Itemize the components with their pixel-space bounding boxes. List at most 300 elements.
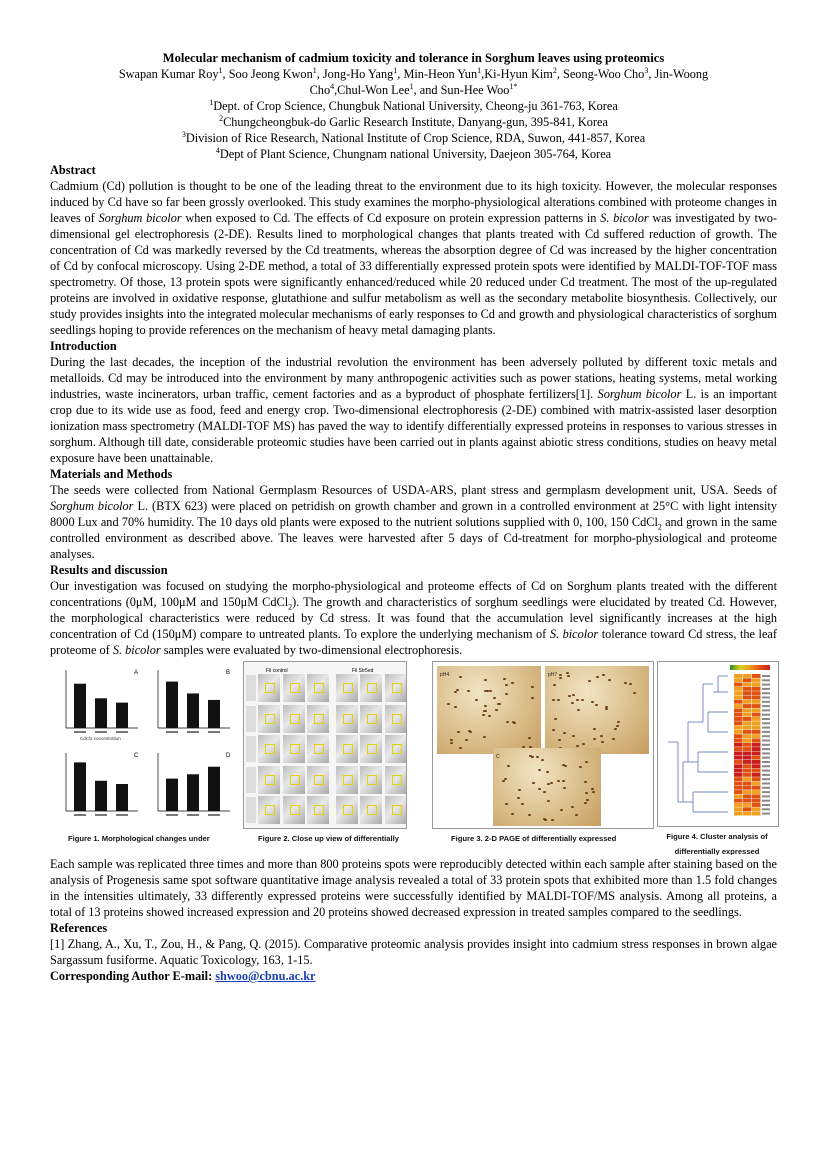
figure-1-caption: Figure 1. Morphological changes under bbox=[68, 834, 210, 843]
heatmap-cell bbox=[734, 807, 743, 811]
protein-spot bbox=[576, 745, 579, 747]
heatmap-cell bbox=[743, 739, 752, 743]
spot-highlight-box bbox=[314, 744, 324, 754]
protein-spot bbox=[528, 814, 531, 816]
spot-highlight-box bbox=[392, 805, 402, 815]
gel-panel-label: pH4 bbox=[440, 672, 450, 678]
heatmap-cell bbox=[752, 713, 761, 717]
protein-spot bbox=[521, 803, 524, 805]
protein-spot bbox=[511, 682, 514, 684]
heatmap-cell bbox=[752, 739, 761, 743]
spot-highlight-box bbox=[343, 744, 353, 754]
author-lee: ,Chul-Won Lee bbox=[334, 83, 410, 97]
protein-spot bbox=[575, 814, 578, 816]
figure-4-heatmap-dendrogram bbox=[657, 661, 779, 827]
heatmap-row-label bbox=[762, 783, 770, 785]
heatmap-cell bbox=[734, 691, 743, 695]
spot-highlight-box bbox=[392, 683, 402, 693]
introduction-text: During the last decades, the inception of the industrial revolution the environment has been adversely polluted by different toxic metals and metalloids. Cd may be introduced into the environment by many anthropogenic activities such as power stations, heating systems, metal working industries, waste incinerators, urban traffic, cement factories and as a byproduct of phosphate fertilizers[1]. Sorghum bicolor L. is an important crop due to its wide use as food, feed and energy crop. Two-dimensional electrophoresis (2-DE) combined with matrix-assisted laser desorption ionization mass spectrometry (MALDI-TOF MS) has paved the way to identify differentially expressed proteins in responses to various stresses in sorghum. Although till date, considerable proteomic studies have been carried out in plants against abiotic stress conditions, studies on heavy metal exposure have been unattainable. bbox=[50, 355, 777, 465]
heatmap-cell bbox=[743, 696, 752, 700]
fig1-bar bbox=[166, 682, 178, 728]
heatmap-cell bbox=[734, 726, 743, 730]
heatmap-cell bbox=[734, 812, 743, 816]
heatmap-cell bbox=[743, 726, 752, 730]
heatmap-cell bbox=[743, 777, 752, 781]
heatmap-row-label bbox=[762, 740, 770, 742]
protein-spot bbox=[592, 791, 595, 793]
heatmap-cell bbox=[752, 743, 761, 747]
protein-spot bbox=[532, 782, 535, 784]
figure-4-svg bbox=[658, 662, 778, 826]
fig1-panel-label: D bbox=[226, 753, 231, 759]
heatmap-cell bbox=[752, 700, 761, 704]
heatmap-cell bbox=[752, 708, 761, 712]
protein-spot bbox=[595, 704, 598, 706]
heatmap-row-label bbox=[762, 761, 770, 763]
author-list: Swapan Kumar Roy$^1$, Soo Jeong Kwon$^1$, Jong-Ho Yang$^1$, Min-Heon Yun$^1$,Ki-Hyun Kim$^2$, Seong-Woo Cho$^3$, Jin-Woong Cho$^4$,Chul-Won Lee$^1$, and Sun-Hee Woo$^{1*}$ bbox=[118, 65, 709, 97]
protein-spot bbox=[467, 690, 470, 692]
gel-image bbox=[493, 748, 601, 826]
protein-spot bbox=[558, 739, 561, 741]
heatmap-cell bbox=[752, 721, 761, 725]
heatmap-cell bbox=[734, 756, 743, 760]
spot-highlight-box bbox=[265, 683, 275, 693]
heatmap-row-label bbox=[762, 744, 770, 746]
heatmap-cell bbox=[743, 769, 752, 773]
affiliation-list bbox=[50, 98, 777, 162]
gel-image bbox=[545, 666, 649, 754]
methods-text: The seeds were collected from National Germplasm Resources of USDA-ARS, plant stress and germplasm development unit, USA. Seeds of Sorghum bicolor L. (BTX 623) were placed on petridish on growth chamber and grown in a controlled environment at 25°C with light intensity 8000 Lux and 70% humidity. The 10 days old plants were exposed to the nutrient solutions supplied with 0, 100, 150 CdCl$_2$ and grown in the same controlled environment as described above. The leaves were harvested after 5 days of Cd-treatment for morpho-physiological and proteome analyses. bbox=[50, 483, 777, 561]
heatmap-cell bbox=[734, 739, 743, 743]
protein-spot bbox=[596, 676, 599, 678]
heatmap-cell bbox=[743, 786, 752, 790]
heatmap-row-label bbox=[762, 688, 770, 690]
author-name: Seong-Woo Cho bbox=[563, 67, 645, 81]
spot-highlight-box bbox=[290, 744, 300, 754]
protein-spot bbox=[601, 741, 604, 743]
protein-spot bbox=[585, 792, 588, 794]
figure-strip bbox=[50, 661, 777, 854]
heatmap-row-label bbox=[762, 774, 770, 776]
methods-heading: Materials and Methods bbox=[50, 467, 173, 481]
spot-highlight-box bbox=[314, 683, 324, 693]
heatmap-row-label bbox=[762, 709, 770, 711]
fig1-bar bbox=[116, 703, 128, 728]
protein-spot bbox=[546, 771, 549, 773]
protein-spot bbox=[518, 789, 521, 791]
protein-spot bbox=[547, 800, 550, 802]
heatmap-cell bbox=[743, 678, 752, 682]
protein-spot bbox=[557, 699, 560, 701]
heatmap-row-label bbox=[762, 705, 770, 707]
heatmap-cell bbox=[752, 751, 761, 755]
protein-spot bbox=[593, 728, 596, 730]
heatmap-cell bbox=[743, 704, 752, 708]
heatmap-cell bbox=[743, 730, 752, 734]
spot-highlight-box bbox=[314, 714, 324, 724]
fig1-tick-label bbox=[208, 814, 220, 816]
heatmap-cell bbox=[734, 713, 743, 717]
author-affiliation-sup: 2 bbox=[552, 65, 557, 75]
protein-spot bbox=[612, 738, 615, 740]
heatmap-row-label bbox=[762, 752, 770, 754]
affiliation-2: $^2$Chungcheongbuk-do Garlic Research Institute, Danyang-gun, 395-841, Korea bbox=[219, 113, 608, 129]
row-label bbox=[246, 675, 256, 701]
affiliation-3: $^3$Division of Rice Research, National Institute of Crop Science, RDA, Suwon, 441-857, Korea bbox=[181, 129, 646, 145]
figure-1-svg bbox=[50, 661, 238, 827]
spot-highlight-box bbox=[314, 805, 324, 815]
figure-3-2d-gels bbox=[432, 661, 654, 829]
protein-spot bbox=[547, 783, 550, 785]
heatmap-row-label bbox=[762, 757, 770, 759]
heatmap-cell bbox=[734, 683, 743, 687]
fig1-bar bbox=[95, 698, 107, 728]
heatmap-cell bbox=[752, 674, 761, 678]
protein-spot bbox=[465, 739, 468, 741]
figure-2-leaf-closeups bbox=[243, 661, 407, 829]
spot-highlight-box bbox=[392, 714, 402, 724]
heatmap-row-label bbox=[762, 727, 770, 729]
heatmap-cell bbox=[743, 773, 752, 777]
heatmap-cell bbox=[734, 734, 743, 738]
protein-spot bbox=[498, 703, 501, 705]
figure-2-col-header-2: Fil Str5ed bbox=[352, 668, 374, 674]
protein-spot bbox=[475, 699, 478, 701]
heatmap-cell bbox=[734, 769, 743, 773]
heatmap-row-label bbox=[762, 748, 770, 750]
fig1-x-label: CdCl2 concentration bbox=[80, 736, 121, 741]
fig1-tick-label bbox=[116, 731, 128, 733]
protein-spot bbox=[581, 699, 584, 701]
references-heading: References bbox=[50, 921, 108, 935]
protein-spot bbox=[506, 721, 509, 723]
heatmap-cell bbox=[734, 773, 743, 777]
author-affiliation-sup: 1 bbox=[312, 65, 317, 75]
fig1-bar bbox=[74, 762, 86, 811]
fig1-bar bbox=[95, 781, 107, 811]
protein-spot bbox=[562, 780, 565, 782]
fig1-bar bbox=[187, 693, 199, 728]
heatmap-row-label bbox=[762, 735, 770, 737]
protein-spot bbox=[585, 761, 588, 763]
author-name: Soo Jeong Kwon bbox=[228, 67, 313, 81]
fig1-panel-label: B bbox=[226, 670, 231, 676]
protein-spot bbox=[579, 766, 582, 768]
heatmap-cell bbox=[743, 760, 752, 764]
spot-highlight-box bbox=[265, 775, 275, 785]
heatmap-cell bbox=[752, 678, 761, 682]
heatmap-cell bbox=[752, 704, 761, 708]
protein-spot bbox=[584, 781, 587, 783]
heatmap-row-label bbox=[762, 684, 770, 686]
heatmap-cell bbox=[743, 734, 752, 738]
protein-spot bbox=[538, 769, 541, 771]
fig1-bar bbox=[116, 784, 128, 811]
heatmap-cell bbox=[752, 807, 761, 811]
protein-spot bbox=[614, 728, 617, 730]
author-woo: , and Sun-Hee Woo bbox=[413, 83, 510, 97]
results-text: Our investigation was focused on studying the morpho-physiological and proteome effects of Cd on Sorghum plants treated with the different concentrations (0μM, 100μM and 150μM CdCl$_2$). The growth and characteristics of sorghum seedlings were elucidated by treated Cd. However, the morphological characteristics were reduced by Cd stress. It was found that the accumulation level significantly increases at the high concentration of Cd (150μM) compare to untreated plants. To explore the underlying mechanism of S. bicolor tolerance toward Cd stress, the leaf proteome of S. bicolor samples were evaluated by two-dimensional electrophoresis. bbox=[50, 579, 777, 657]
heatmap-cell bbox=[752, 764, 761, 768]
heatmap-cell bbox=[743, 747, 752, 751]
spot-highlight-box bbox=[290, 775, 300, 785]
heatmap-cell bbox=[734, 799, 743, 803]
fig1-bar bbox=[74, 684, 86, 728]
heatmap-cell bbox=[752, 717, 761, 721]
protein-spot bbox=[588, 680, 591, 682]
heatmap-cell bbox=[752, 734, 761, 738]
protein-spot bbox=[483, 736, 486, 738]
fig1-tick-label bbox=[208, 731, 220, 733]
protein-spot bbox=[495, 709, 498, 711]
protein-spot bbox=[538, 788, 541, 790]
protein-spot bbox=[633, 692, 636, 694]
protein-spot bbox=[456, 689, 459, 691]
fig1-tick-label bbox=[116, 814, 128, 816]
fig1-bar bbox=[208, 767, 220, 811]
heatmap-cell bbox=[752, 799, 761, 803]
gel-panel-label: pH7 bbox=[548, 672, 558, 678]
heatmap-cell bbox=[743, 799, 752, 803]
protein-spot bbox=[459, 747, 462, 749]
fig1-tick-label bbox=[74, 814, 86, 816]
spot-highlight-box bbox=[290, 714, 300, 724]
heatmap-cell bbox=[752, 773, 761, 777]
heatmap-cell bbox=[734, 704, 743, 708]
heatmap-cell bbox=[752, 683, 761, 687]
protein-spot bbox=[563, 787, 566, 789]
heatmap-cell bbox=[734, 708, 743, 712]
heatmap-cell bbox=[743, 683, 752, 687]
heatmap-cell bbox=[743, 674, 752, 678]
heatmap-cell bbox=[752, 687, 761, 691]
author-line-1: Swapan Kumar Roy$^1$, Soo Jeong Kwon$^1$, Jong-Ho Yang$^1$, Min-Heon Yun$^1$,Ki-Hyun Kim$^2$, Seong-Woo Cho$^3$, Jin-Woong bbox=[118, 65, 709, 81]
protein-spot bbox=[489, 690, 492, 692]
spot-highlight-box bbox=[367, 775, 377, 785]
heatmap-row-label bbox=[762, 778, 770, 780]
protein-spot bbox=[552, 699, 555, 701]
author-affiliation-sup: 1 bbox=[477, 65, 482, 75]
heatmap-row-label bbox=[762, 765, 770, 767]
protein-spot bbox=[608, 679, 611, 681]
heatmap-cell bbox=[743, 807, 752, 811]
protein-spot bbox=[457, 731, 460, 733]
protein-spot bbox=[512, 721, 515, 723]
heatmap-cell bbox=[734, 751, 743, 755]
heatmap-cell bbox=[734, 687, 743, 691]
fig1-panel-label: A bbox=[134, 670, 139, 676]
protein-spot bbox=[544, 819, 547, 821]
protein-spot bbox=[616, 725, 619, 727]
author-affiliation-sup: 1 bbox=[393, 65, 398, 75]
fig1-tick-label bbox=[74, 731, 86, 733]
protein-spot bbox=[493, 697, 496, 699]
reference-1: [1] Zhang, A., Xu, T., Zou, H., & Pang, Q. (2015). Comparative proteomic analysis provides insight into cadmium stress responses in brown algae Sargassum fusiforme. Aquatic Toxicology, 163, 1-15. bbox=[50, 937, 777, 967]
protein-spot bbox=[503, 678, 506, 680]
paper-title: Molecular mechanism of cadmium toxicity and tolerance in Sorghum leaves using proteomics bbox=[162, 51, 665, 65]
fig1-tick-label bbox=[187, 731, 199, 733]
protein-spot bbox=[550, 782, 553, 784]
figure-3-caption: Figure 3. 2-D PAGE of differentially expressed bbox=[451, 834, 617, 843]
introduction-heading: Introduction bbox=[50, 339, 117, 353]
author-email-link[interactable]: shwoo@cbnu.ac.kr bbox=[215, 969, 316, 983]
author-name: Jong-Ho Yang bbox=[322, 67, 394, 81]
protein-spot bbox=[591, 788, 594, 790]
spot-highlight-box bbox=[343, 683, 353, 693]
poster-page bbox=[50, 50, 777, 984]
protein-spot bbox=[559, 674, 562, 676]
heatmap-cell bbox=[752, 756, 761, 760]
protein-spot bbox=[531, 686, 534, 688]
heatmap-row-label bbox=[762, 808, 770, 810]
protein-spot bbox=[447, 703, 450, 705]
heatmap-cell bbox=[752, 786, 761, 790]
row-label bbox=[246, 706, 256, 732]
fig1-bar bbox=[208, 700, 220, 728]
heatmap-cell bbox=[752, 730, 761, 734]
gel-panel-label: C bbox=[496, 754, 500, 760]
heatmap-cell bbox=[734, 782, 743, 786]
protein-spot bbox=[459, 676, 462, 678]
heatmap-cell bbox=[752, 812, 761, 816]
protein-spot bbox=[554, 718, 557, 720]
heatmap-cell bbox=[734, 700, 743, 704]
spot-highlight-box bbox=[343, 805, 353, 815]
abstract-heading: Abstract bbox=[50, 163, 96, 177]
heatmap-cell bbox=[734, 764, 743, 768]
protein-spot bbox=[584, 802, 587, 804]
heatmap-cell bbox=[734, 803, 743, 807]
protein-spot bbox=[543, 791, 546, 793]
heatmap-row-label bbox=[762, 692, 770, 694]
heatmap-cell bbox=[743, 790, 752, 794]
heatmap-cell bbox=[734, 777, 743, 781]
protein-spot bbox=[552, 729, 555, 731]
protein-spot bbox=[560, 809, 563, 811]
protein-spot bbox=[568, 695, 571, 697]
fig1-tick-label bbox=[187, 814, 199, 816]
fig1-tick-label bbox=[166, 814, 178, 816]
heatmap-row-label bbox=[762, 795, 770, 797]
spot-highlight-box bbox=[367, 744, 377, 754]
corresponding-author: Corresponding Author E-mail: shwoo@cbnu.ac.kr bbox=[50, 969, 316, 983]
protein-spot bbox=[484, 705, 487, 707]
figure-1-bar-charts bbox=[50, 661, 238, 827]
spot-highlight-box bbox=[290, 805, 300, 815]
spot-highlight-box bbox=[343, 714, 353, 724]
protein-spot bbox=[483, 710, 486, 712]
heatmap-cell bbox=[734, 674, 743, 678]
heatmap-cell bbox=[734, 747, 743, 751]
author-cho: Cho bbox=[309, 83, 331, 97]
protein-spot bbox=[557, 780, 560, 782]
spot-highlight-box bbox=[392, 744, 402, 754]
protein-spot bbox=[507, 765, 510, 767]
heatmap-row-label bbox=[762, 770, 770, 772]
protein-spot bbox=[572, 735, 575, 737]
heatmap-row-label bbox=[762, 718, 770, 720]
protein-spot bbox=[624, 682, 627, 684]
protein-spot bbox=[541, 759, 544, 761]
author-affiliation-sup: 3 bbox=[644, 65, 649, 75]
protein-spot bbox=[586, 799, 589, 801]
heatmap-cell bbox=[743, 708, 752, 712]
heatmap-row-label bbox=[762, 701, 770, 703]
protein-spot bbox=[528, 737, 531, 739]
protein-spot bbox=[617, 721, 620, 723]
heatmap-cell bbox=[734, 696, 743, 700]
author-name: Ki-Hyun Kim bbox=[484, 67, 553, 81]
row-label bbox=[246, 767, 256, 793]
protein-spot bbox=[505, 684, 508, 686]
protein-spot bbox=[450, 739, 453, 741]
heatmap-row-label bbox=[762, 722, 770, 724]
heatmap-cell bbox=[743, 764, 752, 768]
heatmap-cell bbox=[734, 790, 743, 794]
heatmap-row-label bbox=[762, 697, 770, 699]
protein-spot bbox=[531, 697, 534, 699]
heatmap-cell bbox=[743, 713, 752, 717]
protein-spot bbox=[505, 803, 508, 805]
protein-spot bbox=[582, 743, 585, 745]
heatmap-cell bbox=[743, 803, 752, 807]
gel-image bbox=[437, 666, 541, 754]
heatmap-cell bbox=[752, 782, 761, 786]
protein-spot bbox=[571, 806, 574, 808]
heatmap-cell bbox=[743, 782, 752, 786]
fig1-bar bbox=[187, 774, 199, 811]
heatmap-cell bbox=[734, 794, 743, 798]
author-name: Swapan Kumar Roy bbox=[118, 67, 219, 81]
heatmap-cell bbox=[743, 756, 752, 760]
protein-spot bbox=[484, 679, 487, 681]
protein-spot bbox=[564, 765, 567, 767]
heatmap-row-label bbox=[762, 679, 770, 681]
protein-spot bbox=[531, 756, 534, 758]
heatmap-cell bbox=[743, 691, 752, 695]
fig1-panel-label: C bbox=[134, 753, 139, 759]
protein-spot bbox=[450, 742, 453, 744]
heatmap-cell bbox=[743, 812, 752, 816]
spot-highlight-box bbox=[343, 775, 353, 785]
protein-spot bbox=[629, 683, 632, 685]
spot-highlight-box bbox=[367, 683, 377, 693]
affiliation-4: $^4$Dept of Plant Science, Chungnam national University, Daejeon 305-764, Korea bbox=[215, 145, 612, 161]
figure-2-caption: Figure 2. Close up view of differentially bbox=[258, 834, 399, 843]
heatmap-cell bbox=[743, 687, 752, 691]
heatmap-row-label bbox=[762, 714, 770, 716]
heatmap-cell bbox=[734, 717, 743, 721]
abstract-text: Cadmium (Cd) pollution is thought to be one of the leading threat to the environment due to its high toxicity. However, the molecular responses induced by Cd have so far been grossly overlooked. This study examines the morpho-physiological alterations combined with proteome changes in leaves of Sorghum bicolor when exposed to Cd. The effects of Cd exposure on protein expression patterns in S. bicolor was investigated by two-dimensional gel electrophoresis (2-DE). Results lined to morphological changes that plants treated with Cd suffered reduction of growth. The concentration of Cd was markedly reversed by the Cd treatments, whereas the absorption degree of Cd was increased by the higher concentration of Cd by confocal microscopy. Using 2-DE method, a total of 33 differentially expressed protein spots were identified by MALDI-TOF-TOF mass spectrometry. Of those, 13 protein spots were significantly enhanced/reduced while 20 reduced under Cd treatment. The most of the up-regulated proteins are involved in oxidative response, glutathione and sulfur metabolism as well as the secondary metabolite biosynthesis. Collectively, our study provides insights into the integrated molecular mechanisms of early responses to Cd and growth and physiological characteristics of sorghum seedlings hoping to provide references on the mechanism of heavy metal damaging plants. bbox=[50, 179, 777, 337]
protein-spot bbox=[553, 684, 556, 686]
protein-spot bbox=[505, 693, 508, 695]
protein-spot bbox=[567, 675, 570, 677]
protein-spot bbox=[563, 732, 566, 734]
heatmap-cell bbox=[743, 700, 752, 704]
heatmap-cell bbox=[752, 726, 761, 730]
protein-spot bbox=[566, 672, 569, 674]
protein-spot bbox=[593, 738, 596, 740]
spot-highlight-box bbox=[392, 775, 402, 785]
protein-spot bbox=[482, 714, 485, 716]
spot-highlight-box bbox=[265, 744, 275, 754]
heatmap-cell bbox=[752, 769, 761, 773]
heatmap-cell bbox=[752, 790, 761, 794]
heatmap-cell bbox=[734, 760, 743, 764]
protein-spot bbox=[591, 701, 594, 703]
spot-highlight-box bbox=[314, 775, 324, 785]
fig1-tick-label bbox=[95, 814, 107, 816]
